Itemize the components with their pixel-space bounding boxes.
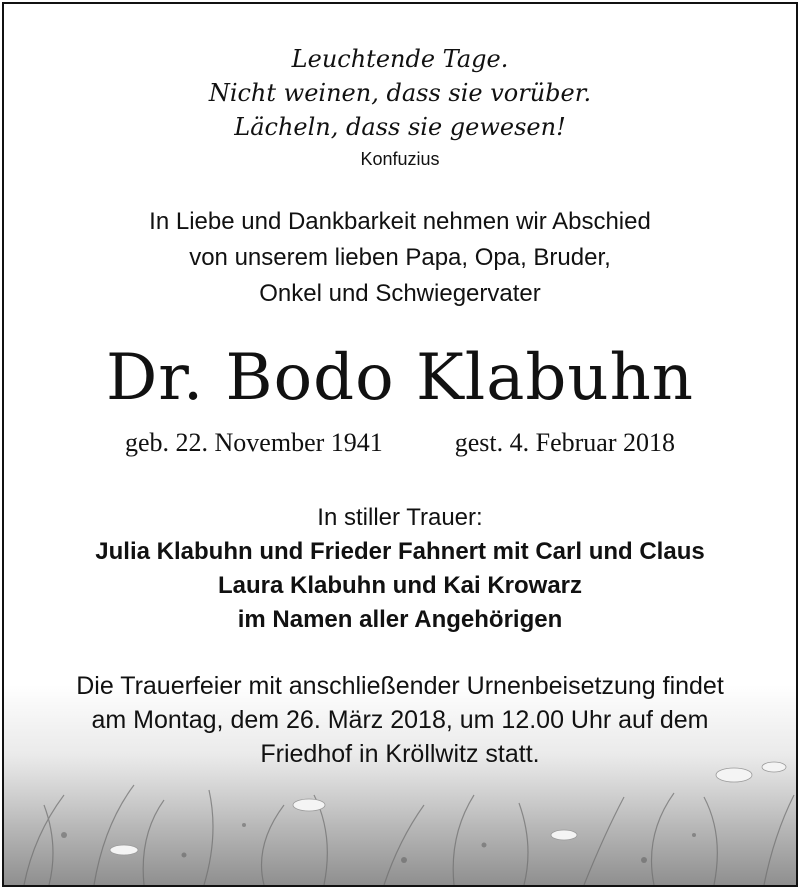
intro-line: von unserem lieben Papa, Opa, Bruder, (189, 244, 611, 271)
quote-author: Konfuzius (360, 149, 440, 169)
ceremony-line: am Montag, dem 26. März 2018, um 12.00 Uhr auf dem (91, 706, 709, 734)
birth-date: geb. 22. November 1941 (124, 428, 383, 457)
life-dates (4, 428, 796, 458)
mourner-name: Laura Klabuhn und Kai Krowarz (217, 572, 583, 599)
intro-text (4, 204, 796, 312)
quote-line: Leuchtende Tage. (291, 45, 509, 73)
mourner-name: im Namen aller Angehörigen (237, 606, 563, 633)
intro-line: Onkel und Schwiegervater (259, 280, 541, 307)
intro-line: In Liebe und Dankbarkeit nehmen wir Abschied (149, 208, 651, 235)
death-date: gest. 4. Februar 2018 (454, 428, 676, 457)
mourner-name: Julia Klabuhn und Frieder Fahnert mit Carl und Claus (95, 538, 705, 565)
obituary-notice (2, 2, 798, 887)
ceremony-line: Die Trauerfeier mit anschließender Urnenbeisetzung findet (76, 672, 724, 700)
quote-line: Nicht weinen, dass sie vorüber. (208, 79, 592, 107)
deceased-name: Dr. Bodo Klabuhn (105, 341, 695, 415)
mourners (4, 501, 796, 637)
quote-line: Lächeln, dass sie gewesen! (234, 113, 566, 141)
mourners-heading: In stiller Trauer: (317, 504, 483, 531)
ceremony-line: Friedhof in Kröllwitz statt. (260, 740, 540, 768)
quote (4, 42, 796, 144)
ceremony-info (34, 669, 766, 771)
